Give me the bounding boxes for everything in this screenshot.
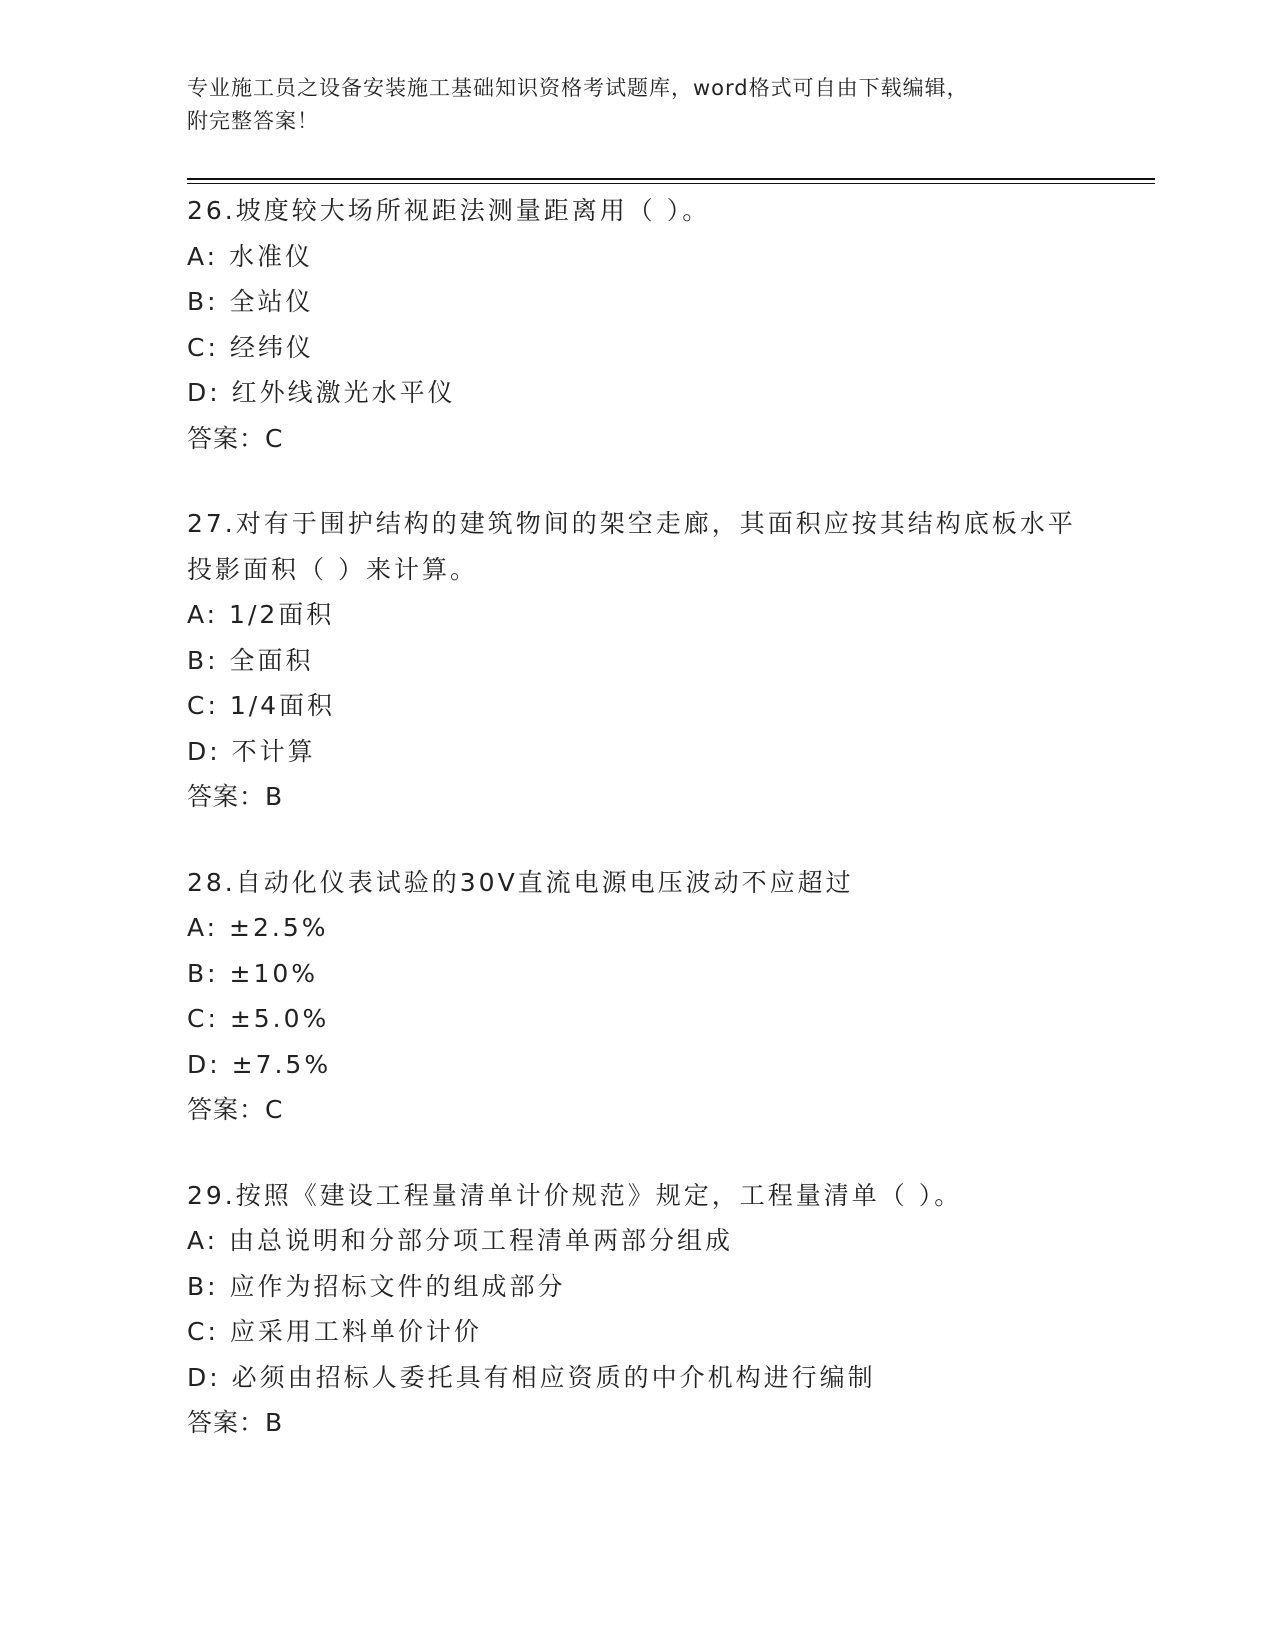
answer-line: 答案：B	[187, 782, 284, 811]
question-29	[187, 1173, 1087, 1446]
option-c: C: 应采用工料单价计价	[187, 1317, 482, 1346]
header-line-1: 专业施工员之设备安装施工基础知识资格考试题库，word格式可自由下载编辑，	[187, 76, 969, 100]
question-list	[187, 188, 1087, 1486]
option-d: D: ±7.5%	[187, 1049, 332, 1079]
answer-line: 答案：C	[187, 1095, 284, 1124]
document-header	[187, 72, 1087, 138]
header-divider-thin	[187, 183, 1155, 184]
option-a: A: ±2.5%	[187, 913, 329, 942]
option-b: B: ±10%	[187, 958, 319, 988]
option-a: A: 水准仪	[187, 241, 314, 271]
option-c: C: 经纬仪	[187, 332, 314, 362]
option-a: A: 1/2面积	[187, 600, 335, 629]
option-a: A: 由总说明和分部分项工程清单两部分组成	[187, 1226, 734, 1255]
header-line-2: 附完整答案！	[187, 109, 319, 133]
option-b: B: 应作为招标文件的组成部分	[187, 1271, 566, 1301]
option-c: C: ±5.0%	[187, 1004, 330, 1033]
option-d: D: 不计算	[187, 736, 316, 766]
option-d: D: 红外线激光水平仪	[187, 378, 456, 407]
option-b: B: 全站仪	[187, 287, 314, 316]
question-27	[187, 501, 1087, 820]
answer-line: 答案：B	[187, 1408, 284, 1437]
option-d: D: 必须由招标人委托具有相应资质的中介机构进行编制	[187, 1362, 876, 1392]
question-26	[187, 188, 1087, 461]
question-stem: 28.自动化仪表试验的30V直流电源电压波动不应超过	[187, 867, 854, 897]
option-c: C: 1/4面积	[187, 691, 336, 720]
question-stem: 26.坡度较大场所视距法测量距离用（ ）。	[187, 196, 711, 225]
question-28	[187, 860, 1087, 1133]
header-divider-thick	[187, 178, 1155, 180]
answer-line: 答案：C	[187, 423, 284, 453]
option-b: B: 全面积	[187, 645, 314, 675]
question-stem: 29.按照《建设工程量清单计价规范》规定，工程量清单（ ）。	[187, 1180, 963, 1210]
question-stem: 27.对有于围护结构的建筑物间的架空走廊，其面积应按其结构底板水平投影面积（ ）来计算。	[187, 509, 1076, 584]
